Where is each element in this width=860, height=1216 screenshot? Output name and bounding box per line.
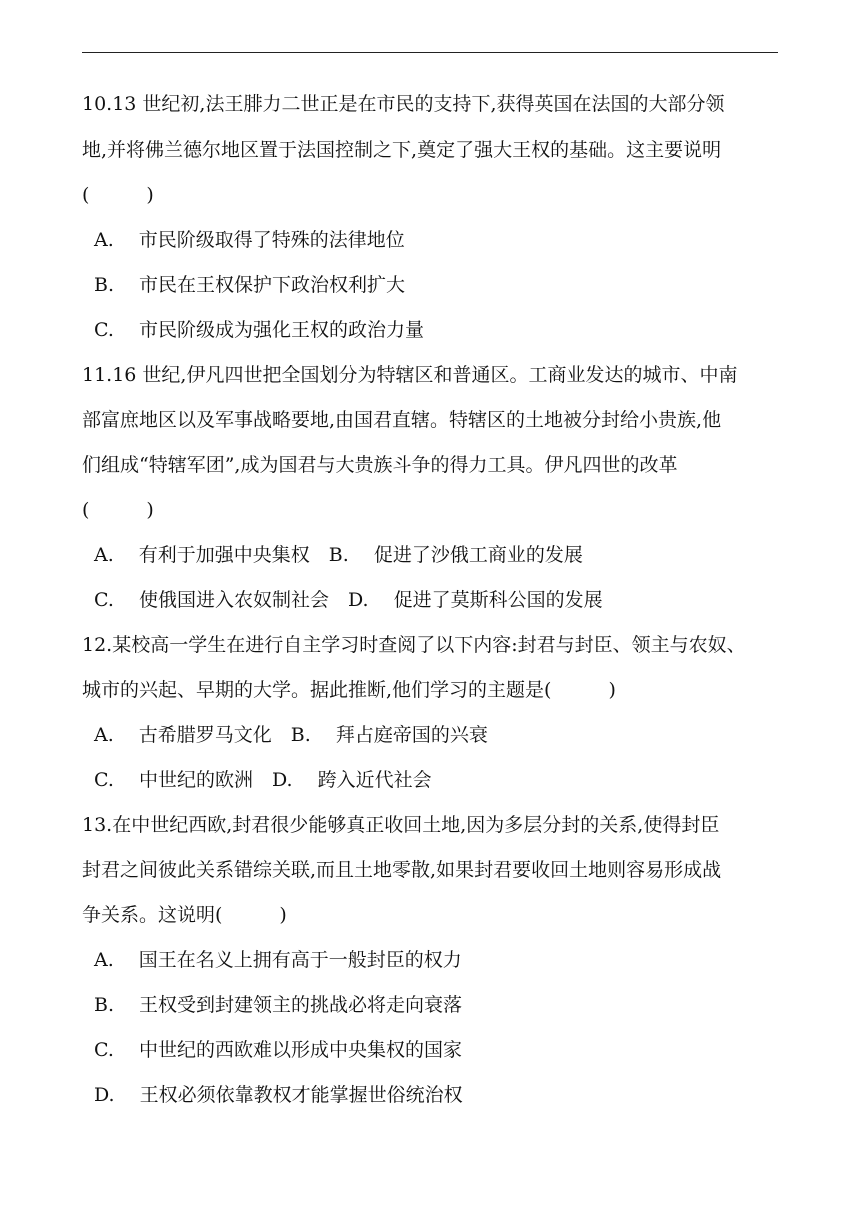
question-11-options-ab[interactable]: A. 有利于加强中央集权 B. 促进了沙俄工商业的发展 [94, 544, 583, 566]
question-11-stem-line-2: 部富庶地区以及军事战略要地,由国君直辖。特辖区的土地被分封给小贵族,他 [82, 409, 722, 431]
question-11-stem-line-3: 们组成“特辖军团”,成为国君与大贵族斗争的得力工具。伊凡四世的改革 [82, 454, 678, 476]
question-13-option-a[interactable]: A. 国王在名义上拥有高于一般封臣的权力 [94, 949, 462, 971]
question-10-option-a[interactable]: A. 市民阶级取得了特殊的法律地位 [94, 229, 405, 251]
question-10-stem-line-2: 地,并将佛兰德尔地区置于法国控制之下,奠定了强大王权的基础。这主要说明 [82, 139, 722, 161]
question-12-options-cd[interactable]: C. 中世纪的欧洲 D. 跨入近代社会 [94, 769, 432, 791]
question-10-stem-line-1: 10.13 世纪初,法王腓力二世正是在市民的支持下,获得英国在法国的大部分领 [82, 93, 725, 115]
question-10-option-b[interactable]: B. 市民在王权保护下政治权利扩大 [94, 274, 406, 296]
question-10-option-c[interactable]: C. 市民阶级成为强化王权的政治力量 [94, 319, 424, 341]
question-13-option-b[interactable]: B. 王权受到封建领主的挑战必将走向衰落 [94, 994, 463, 1016]
question-12-options-ab[interactable]: A. 古希腊罗马文化 B. 拜占庭帝国的兴衰 [94, 724, 488, 746]
question-13-stem-line-3: 争关系。这说明( ) [82, 904, 287, 926]
question-13-option-c[interactable]: C. 中世纪的西欧难以形成中央集权的国家 [94, 1039, 462, 1061]
question-11-answer-blank: ( ) [82, 499, 154, 521]
question-10-answer-blank: ( ) [82, 184, 154, 206]
question-12-stem-line-2: 城市的兴起、早期的大学。据此推断,他们学习的主题是( ) [82, 679, 616, 701]
question-13-stem-line-2: 封君之间彼此关系错综关联,而且土地零散,如果封君要收回土地则容易形成战 [82, 859, 722, 881]
question-11-options-cd[interactable]: C. 使俄国进入农奴制社会 D. 促进了莫斯科公国的发展 [94, 589, 603, 611]
question-11-stem-line-1: 11.16 世纪,伊凡四世把全国划分为特辖区和普通区。工商业发达的城市、中南 [82, 364, 738, 386]
question-13-stem-line-1: 13.在中世纪西欧,封君很少能够真正收回土地,因为多层分封的关系,使得封臣 [82, 814, 720, 836]
question-12-stem-line-1: 12.某校高一学生在进行自主学习时查阅了以下内容:封君与封臣、领主与农奴、 [82, 634, 746, 656]
question-13-option-d[interactable]: D. 王权必须依靠教权才能掌握世俗统治权 [94, 1084, 463, 1106]
header-rule [82, 52, 778, 53]
